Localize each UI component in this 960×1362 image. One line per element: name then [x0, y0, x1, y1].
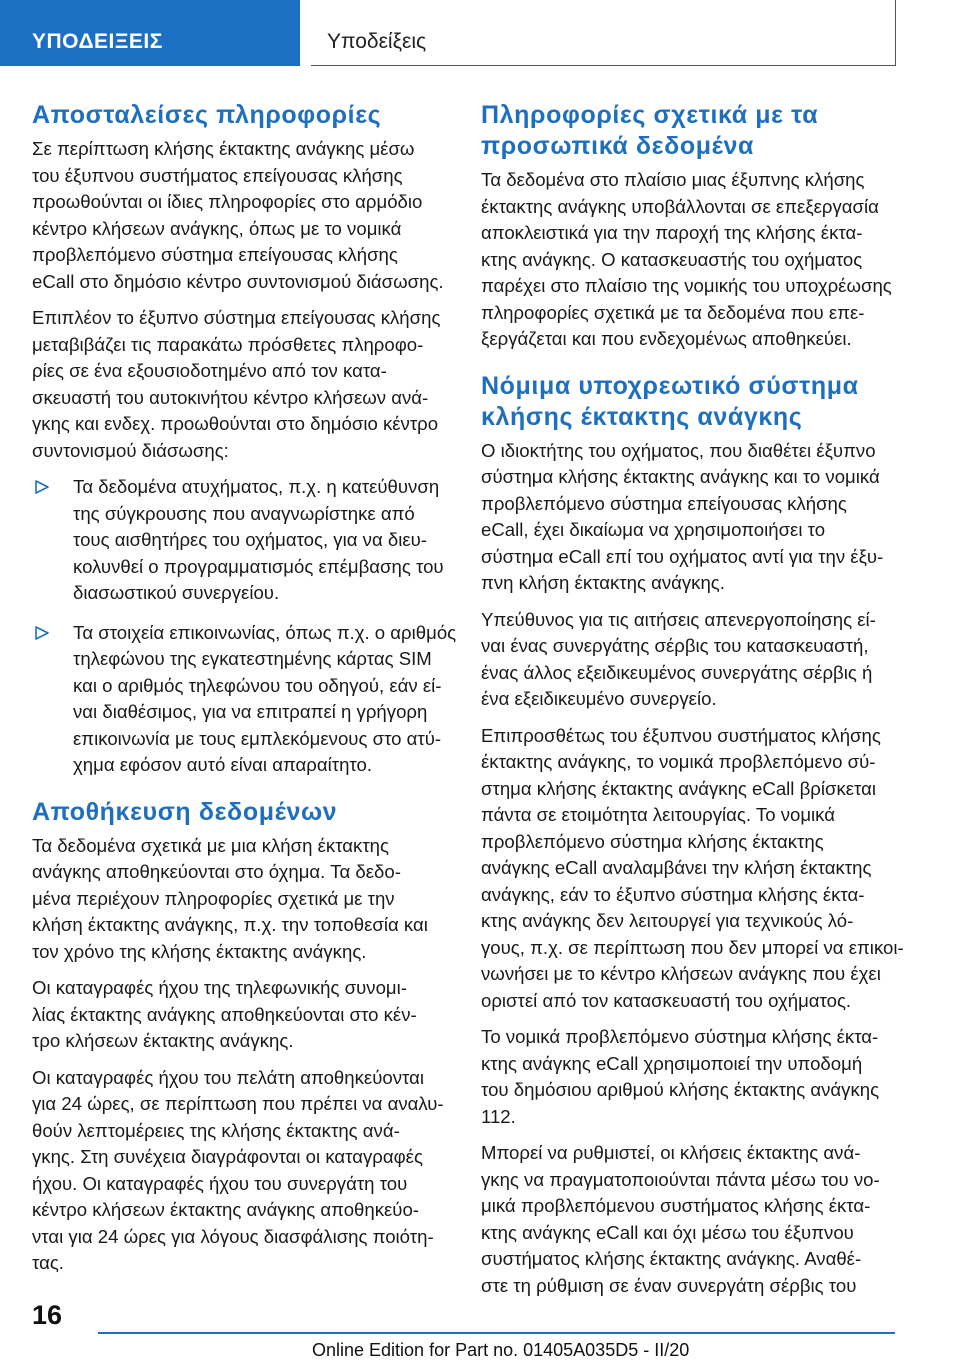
list-item — [32, 474, 450, 607]
paragraph: Σε περίπτωση κλήσης έκτακτης ανάγκης μέσω του έξυπνου συστήματος επείγουσας κλήσης προωθούνται οι ίδιες πληροφορίες στο αρμόδιο κέντρο κλήσεων ανάγκης, όπως με το νομικά προβλεπόμενο σύστημα επείγουσας κλήσης eCall στο δημόσιο κέντρο συντονισμού διάσωσης. — [32, 138, 444, 292]
section-legal-ecall — [481, 371, 904, 1300]
page-number: 16 — [32, 1300, 63, 1330]
heading-legal-ecall: Νόμιμα υποχρεωτικό σύστημα κλήσης έκτακτης ανάγκης — [481, 371, 859, 431]
list-item-text: Τα δεδομένα ατυχήματος, π.χ. η κατεύθυνση της σύγκρουσης που αναγνωρίστηκε από τους αισθητήρες του οχήματος, για να διευ- κολυνθεί ο προγραμματισμός επέμβασης του διασωστικού συνεργείου. — [73, 476, 444, 603]
edition-note: Online Edition for Part no. 01405A035D5 - II/20 — [312, 1340, 690, 1360]
footer-divider — [98, 1332, 895, 1334]
paragraph: Ο ιδιοκτήτης του οχήματος, που διαθέτει έξυπνο σύστημα κλήσης έκτακτης ανάγκης και το νομικά προβλεπόμενο σύστημα επείγουσας κλήσης eCall, έχει δικαίωμα να χρησιμοποιήσει το σύστημα eCall επί του οχήματος αντί για την έξυ- πνη κλήση έκτακτης ανάγκης. — [481, 439, 884, 593]
paragraph: Μπορεί να ρυθμιστεί, οι κλήσεις έκτακτης ανά- γκης να πραγματοποιούνται πάντα μέσω του νο- μικά προβλεπόμενου συστήματος κλήσης έκτα- κτης ανάγκης eCall και όχι μέσω του έξυπνου συστήματος κλήσης έκτακτης ανάγκης. Αναθέ- στε τη ρύθμιση σε έναν συνεργάτη σέρβις του — [481, 1142, 880, 1296]
paragraph: Τα δεδομένα σχετικά με μια κλήση έκτακτης ανάγκης αποθηκεύονται στο όχημα. Τα δεδο- μένα περιέχουν πληροφορίες σχετικά με την κλήση έκτακτης ανάγκης, π.χ. την τοποθεσία και τον χρόνο της κλήσης έκτακτης ανάγκης. — [32, 834, 428, 962]
heading-sent-info: Αποσταλείσες πληροφορίες — [32, 101, 382, 129]
section-title: Υποδείξεις — [311, 0, 896, 66]
paragraph: Επιπροσθέτως του έξυπνου συστήματος κλήσης έκτακτης ανάγκης, το νομικά προβλεπόμενο σύ- στημα κλήσης έκτακτης ανάγκης eCall βρίσκεται πάντα σε ετοιμότητα λειτουργίας. Το νομικά προβλεπόμενο σύστημα κλήσης έκτακτης ανάγκης eCall αναλαμβάνει την κλήση έκτακτης ανάγκης, εάν το έξυπνο σύστημα κλήσης έκτα- κτης ανάγκης δεν λειτουργεί για τεχνικούς λό- γους, π.χ. σε περίπτωση που δεν μπορεί να επικοι- νωνήσει με το κέντρο κλήσεων ανάγκης που έχει οριστεί από τον κατασκευαστή του οχήματος. — [481, 724, 904, 1011]
triangle-bullet-icon — [34, 479, 50, 495]
right-column — [481, 100, 904, 1309]
heading-personal-data: Πληροφορίες σχετικά με τα προσωπικά δεδομένα — [481, 101, 819, 160]
paragraph: Επιπλέον το έξυπνο σύστημα επείγουσας κλήσης μεταβιβάζει τις παρακάτω πρόσθετες πληροφο- ρίες σε ένα εξουσιοδοτημένο από τον κατα- σκευαστή του αυτοκινήτου κέντρο κλήσεων ανά- γκης και ενδεχ. προωθούνται στο δημόσιο κέντρο συντονισμού διάσωσης: — [32, 307, 441, 461]
triangle-bullet-icon — [34, 625, 50, 641]
paragraph: Υπεύθυνος για τις αιτήσεις απενεργοποίησης εί- ναι ένας συνεργάτης σέρβις του κατασκευαστή, ένας άλλος εξειδικευμένος συνεργάτης σέρβις ή ένα εξειδικευμένο συνεργείο. — [481, 608, 876, 709]
list-item-text: Τα στοιχεία επικοινωνίας, όπως π.χ. ο αριθμός τηλεφώνου της εγκατεστημένης κάρτας SIM και ο αριθμός τηλεφώνου του οδηγού, εάν εί- ναι διαθέσιμος, για να επιτραπεί η γρήγορη επικοινωνία με τους εμπλεκόμενους στο ατύ- χημα εφόσον αυτό είναι απαραίτητο. — [73, 621, 457, 775]
heading-data-storage: Αποθήκευση δεδομένων — [32, 797, 338, 826]
paragraph: Οι καταγραφές ήχου της τηλεφωνικής συνομι- λίας έκτακτης ανάγκης αποθηκεύονται στο κέν- τρο κλήσεων έκτακτης ανάγκης. — [32, 977, 417, 1051]
list-item — [32, 620, 457, 779]
bullet-list — [32, 474, 457, 779]
section-data-storage — [32, 797, 450, 1277]
paragraph: Τα δεδομένα στο πλαίσιο μιας έξυπνης κλήσης έκτακτης ανάγκης υποβάλλονται σε επεξεργασία αποκλειστικά για την παροχή της κλήσης έκτα- κτης ανάγκης. Ο κατασκευαστής του οχήματος παρέχει στο πλαίσιο της νομικής του υποχρέωσης πληροφορίες σχετικά με τα δεδομένα που επε- ξεργάζεται και που ενδεχομένως αποθηκεύει. — [481, 169, 892, 349]
left-column — [32, 100, 457, 1287]
paragraph: Το νομικά προβλεπόμενο σύστημα κλήσης έκτα- κτης ανάγκης eCall χρησιμοποιεί την υποδομή του δημόσιου αριθμού κλήσης έκτακτης ανάγκης 112. — [481, 1026, 880, 1127]
section-tab: ΥΠΟΔΕΙΞΕΙΣ — [0, 0, 300, 66]
paragraph: Οι καταγραφές ήχου του πελάτη αποθηκεύονται για 24 ώρες, σε περίπτωση που πρέπει να αναλυ- θούν λεπτομέρειες της κλήσης έκτακτης ανά- γκης. Στη συνέχεια διαγράφονται οι καταγραφές ήχου. Οι καταγραφές ήχου του συνεργάτη του κέντρο κλήσεων έκτακτης ανάγκης αποθηκεύο- νται για 24 ώρες για λόγους διασφάλισης ποιότη- τας. — [32, 1066, 444, 1273]
